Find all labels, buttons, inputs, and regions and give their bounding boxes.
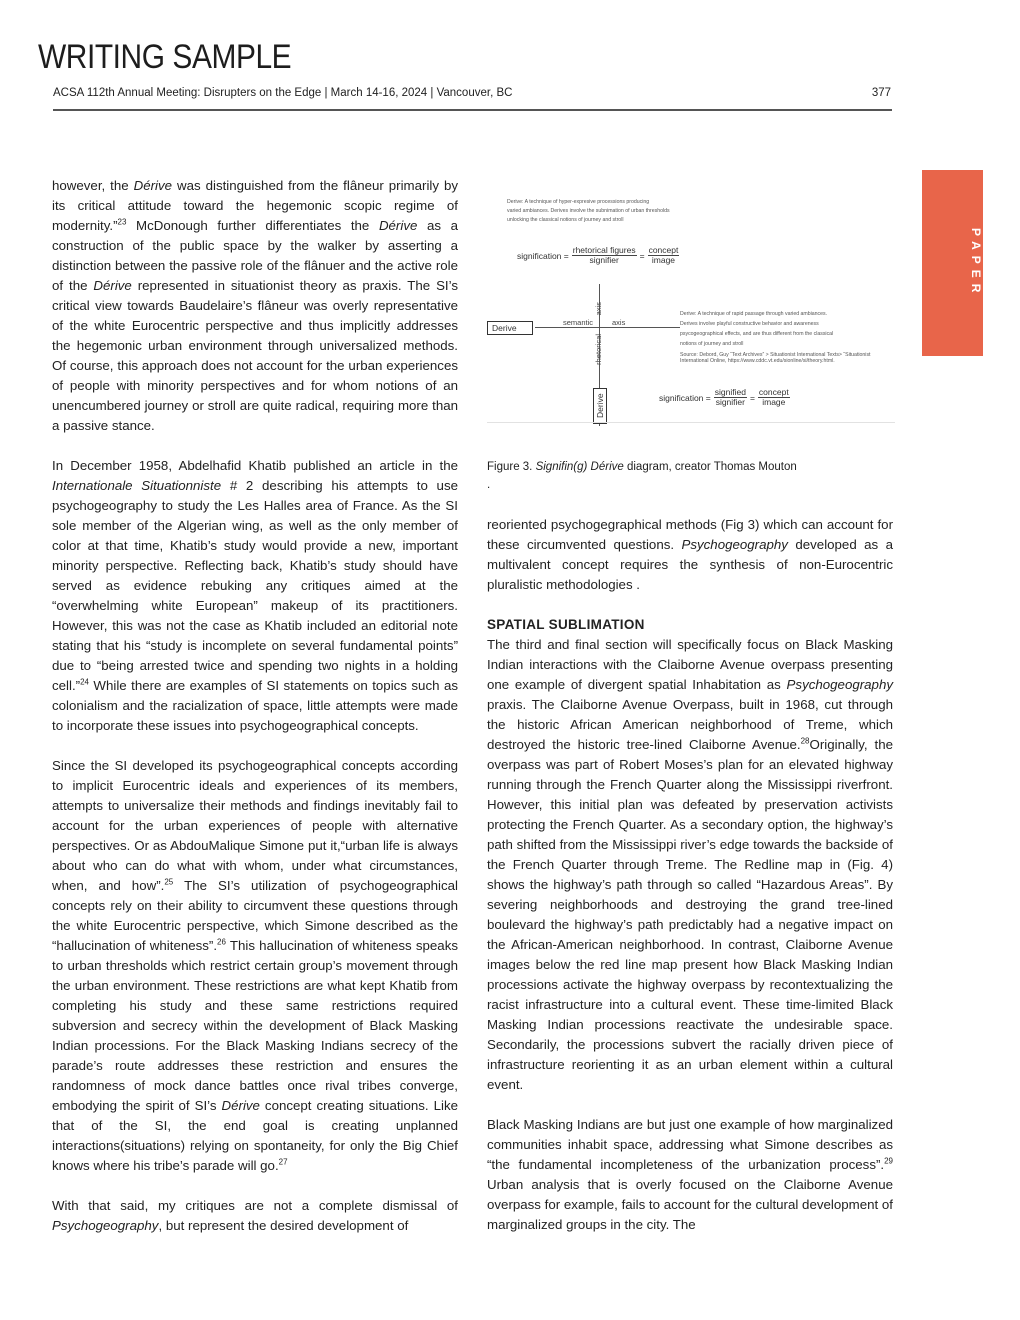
text: Black Masking Indians are but just one example of how marginalized communities inhabit space, addressing what Simone describes as “the fundamental incompleteness of the urbanization process”. [487,1117,893,1172]
source-line: International Online, https://www.cddc.vt.edu/sionline/si/theory.html. [680,358,835,364]
caption-dot: . [487,479,491,491]
equation-rhetorical [517,246,679,265]
text: # 2 describing his attempts to use psychogeography to study the Les Halles area of France. As the SI sole member of the Algerian wing, as well as the only member of color at that time, Khatib’s study would provide a new, important minority perspective. Reflecting back, Khatib’s study should have served as evidence rebuking any critiques aimed at the “overwhelming white European” makeup of its practitioners. However, this was not the case as Khatib included an editorial note stating that his “study is incomplete on several fundamental points” due to “being arrested twice and spending two nights in a holding cell.” [52,478,458,693]
fraction [648,246,680,265]
figure-bottom-border [487,422,895,423]
fraction [758,388,790,407]
text: praxis. The Claiborne Avenue Overpass, built in 1968, cut through the historic African American neighborhood of Treme, which destroyed the historic tree-lined Claiborne Avenue. [487,697,893,752]
equals: = [749,392,755,403]
running-head [53,87,891,99]
paragraph [487,635,893,1095]
label-semantic: semantic [563,318,594,327]
equals: = [639,250,645,261]
text: Urban analysis that is overly focused on the Claiborne Avenue overpass for example, fails to account for the cultural development of marginalized groups in the city. The [487,1177,893,1232]
label-axis-vertical: axis [594,302,603,316]
figure-diagram [487,190,895,425]
denominator: signifier [715,397,745,407]
denominator: image [762,397,786,407]
note-line: varied ambiances. Derives involve the subnimation of urban thresholds [507,208,670,214]
source-line: Source: Debord, Guy “Text Archives” > Situationist International Texts> “Situationist [680,352,871,358]
italic-term: Internationale Situationniste [52,478,222,493]
fraction [714,388,747,407]
section-tab [922,170,983,356]
italic-term: Psychogeography [52,1218,159,1233]
paragraph [487,515,893,595]
paragraph [52,1196,458,1236]
note-line: psycogeographical effects, and are thus different from the classical [680,331,834,337]
italic-term: Dérive [93,278,132,293]
numerator: concept [758,387,789,397]
numerator: concept [648,245,679,255]
note-line: Derive: A technique of hyper-expresive processions producing [507,199,650,205]
numerator: signified [714,387,746,397]
paragraph [487,1115,893,1235]
semantic-axis-line [535,327,680,328]
derive-box-left: Derive [487,321,533,335]
footnote-ref: 27 [278,1157,288,1167]
italic-term: Psychogeography [681,537,788,552]
text: In December 1958, Abdelhafid Khatib published an article in the [52,458,458,473]
italic-term: Dérive [378,218,418,233]
paragraph [52,756,458,1176]
eq-lhs: signification = [517,250,569,261]
text: Since the SI developed its psychogeographical concepts according to implicit Eurocentric ideals and experiences of its members, attempts to universalize their methods and findings inevitably fail to account for the urban experiences of people with alternative perspectives. Or as AbdouMalique Simone put it,“urban life is always about who can do what with whom, under what circumstances, when, and how”. [52,758,458,893]
figure-caption [487,458,893,494]
text: was distinguished from the flâneur primarily by its critical attitude toward the hegemonic scopic regime of modernity.” [52,178,459,233]
italic-term: Dérive [221,1098,260,1113]
section-heading: SPATIAL SUBLIMATION [487,617,645,632]
footnote-ref: 29 [884,1156,893,1166]
conference-info: ACSA 112th Annual Meeting: Disrupters on the Edge | March 14-16, 2024 | Vancouver, BC [53,87,513,99]
denominator: signifier [589,255,619,265]
note-line: notions of journey and stroll [680,341,744,347]
text: The third and final section will specifically focus on Black Masking Indian interactions with the Claiborne Avenue overpass presenting one example of divergent spatial Inhabitation as [487,637,893,692]
caption-text: diagram, creator Thomas Mouton [623,461,797,473]
italic-term: Dérive [133,178,173,193]
caption-label: Figure 3. [487,461,536,473]
derive-box-bottom: Derive [593,388,607,424]
right-column [487,515,893,1255]
numerator: rhetorical figures [572,245,636,255]
footnote-ref: 28 [800,736,810,746]
footnote-ref: 25 [164,877,174,887]
text: This hallucination of whiteness speaks to urban thresholds which restrict certain group’s movement through the urban environment. These restrictions are what kept Khatib from completing his study and these same restrictions required subversion and secrecy within the development of Black Masking Indian processions. For the Black Masking Indians secrecy of the parade’s route addresses these restriction and ensures the randomness of mock dance battles once rival tribes converge, embodying the spirit of SI’s [52,938,458,1113]
text: reoriented psychogegraphical methods (Fig 3) which can account for these circumvented questions. [487,517,893,552]
header-rule [53,109,892,111]
diagram-top-note [507,198,670,225]
text: concept creating situations. Like that of the SI, the end goal is creating unplanned interactions(situations) relying on spontaneity, for only the Big Chief knows where his tribe’s parade will go. [52,1098,458,1173]
denominator: image [651,255,676,265]
text: however, the [52,178,134,193]
note-line: Derives involve playful constructive behavior and awareness [680,321,819,327]
text: Originally, the overpass was part of Robert Moses’s plan for an elevated highway running through the French Quarter along the Mississippi riverfront. However, this initial plan was defeated by preservation activists protecting the French Quarter. As a secondary option, the highway’s path shifted from the Mississippi river’s edge towards the backside of the French Quarter through Treme. The Redline map in (Fig. 4) shows the highway’s path through so called “Hazardous Areas”. By severing neighborhoods and destroying the grand tree-lined boulevard the highway’s path predictably had a negative impact on the African-American neighborhood. In contrast, Claiborne Avenue images below the red line map present how Black Masking Indian processions activate the highway overpass by recontextualizing the racist infrastructure into a cultural event. These time-limited Black Masking Indian processions reactivate the undesirable space. Secondarily, the processions subvert the racially driven piece of infrastructure reorienting it as an urban element within a cultural event. [487,737,893,1092]
note-line: Derive: A technique of rapid passage through varied ambiances. [680,311,828,317]
eq-lhs: signification = [659,392,711,403]
text: developed as a multivalent concept requires the synthesis of non-Eurocentric pluralistic methodologies . [487,537,893,592]
fraction [572,246,637,265]
equation-signified [659,388,790,407]
left-column [52,176,458,1256]
label-axis-horizontal: axis [612,318,626,327]
italic-term: Psychogeography [786,677,893,692]
caption-title: Signifin(g) Dérive [535,461,624,473]
text: While there are examples of SI statements on topics such as colonialism and the racialization of space, little attempts were made to incorporate these issues into psychogeographical concepts. [52,678,458,733]
paragraph [52,456,458,736]
note-line: unlocking the classical notions of journey and stroll [507,217,624,223]
text: as a construction of the public space by the walker by asserting a distinction between the passive role of the flânuer and the active role of the [52,218,459,293]
page-number: 377 [871,87,891,99]
text: McDonough further differentiates the [126,218,379,233]
page-title: WRITING SAMPLE [38,38,292,76]
text: With that said, my critiques are not a complete dismissal of [52,1198,458,1213]
paragraph [52,176,458,436]
text: The SI’s utilization of psychogeographical concepts rely on their ability to circumvent these questions through the white Eurocentric perspective, which Simone described as the “hallucination of whiteness”. [52,878,458,953]
footnote-ref: 26 [217,937,226,947]
diagram-right-note [680,310,871,364]
label-rhetorical: rhetorical [594,334,603,365]
text: represented in situationist theory as praxis. The SI’s critical view towards Baudelaire’s flâneur was overly representative of the white Eurocentric perspective and thus implicitly addresses the hegemonic urban environment through universalized methods. Of course, this approach does not account for the urban experiences of people with minority perspectives and for whom notions of an unencumbered journey or stroll are quite radical, requiring more than a passive stance. [52,278,458,433]
footnote-ref: 23 [117,217,127,227]
footnote-ref: 24 [80,677,89,687]
section-tab-label: PAPER [969,228,983,299]
text: , but represent the desired development of [158,1218,409,1233]
